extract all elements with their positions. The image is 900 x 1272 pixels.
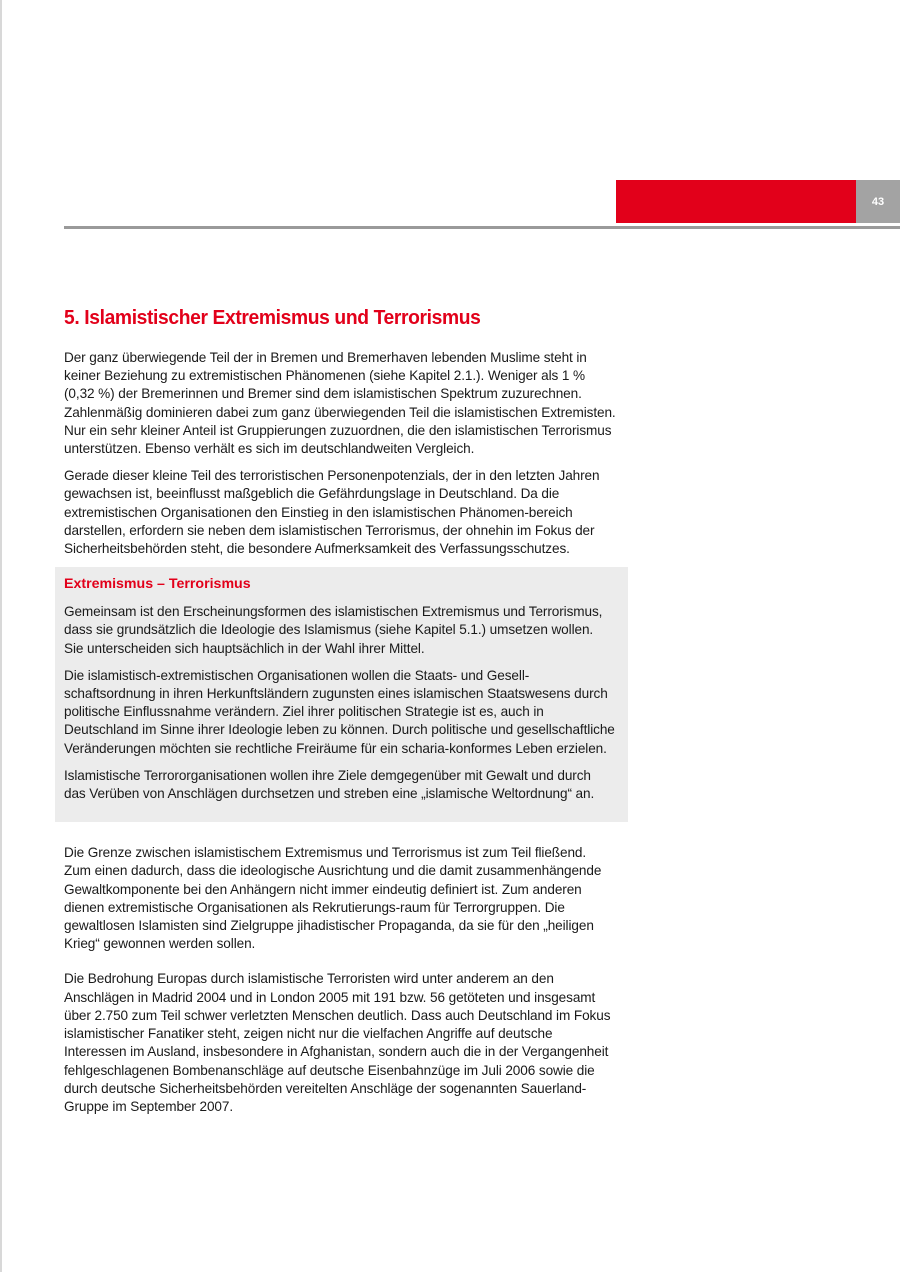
page-number: 43 (856, 180, 900, 223)
closing-paragraph-2: Die Bedrohung Europas durch islamistische Terroristen wird unter anderem an den Anschlägen in Madrid 2004 und in London 2005 mit 191 bzw. 56 getöteten und insgesamt über 2.750 zum Teil schwer verletzten Menschen deutlich. Dass auch Deutschland im Fokus islamistischer Fanatiker steht, zeigen nicht nur die vielfachen Angriffe auf deutsche Interessen im Ausland, insbesondere in Afghanistan, sondern auch die in der Vergangenheit fehlgeschlagenen Bombenanschläge auf deutsche Eisenbahnzüge im Juli 2006 sowie die durch deutsche Sicherheitsbehörden vereitelten Anschläge der sogenannten Sauerland-Gruppe im September 2007. (64, 971, 611, 1114)
closing-paragraph-1: Die Grenze zwischen islamistischem Extremismus und Terrorismus ist zum Teil fließend. Zum einen dadurch, dass die ideologische Ausrichtung und die damit zusammenhängende Gewaltkomponente bei den Anhängern nicht immer eindeutig definiert ist. Zum anderen dienen extremistische Organisationen als Rekrutierungs-raum für Terrorgruppen. Die gewaltlosen Islamisten sind Zielgruppe jihadistischer Propaganda, da sie für den „heiligen Krieg“ gewonnen werden sollen. (64, 845, 602, 952)
header-accent-bar (616, 180, 856, 223)
intro-paragraph-2: Gerade dieser kleine Teil des terroristischen Personenpotenzials, der in den letzten Jahren gewachsen ist, beeinflusst maßgeblich die Gefährdungslage in Deutschland. Da die extremistischen Organisationen den Einstieg in den islamistischen Phänomen-bereich darstellen, erfordern sie neben dem islamistischen Terrorismus, der ohnehin im Fokus der Sicherheitsbehörden steht, die besondere Aufmerksamkeit des Verfassungsschutzes. (64, 468, 600, 557)
infobox-paragraph-3: Islamistische Terrororganisationen wollen ihre Ziele demgegenüber mit Gewalt und durch das Verüben von Anschlägen durchsetzen und streben eine „islamische Weltordnung“ an. (64, 767, 595, 802)
infobox-paragraph-1: Gemeinsam ist den Erscheinungsformen des islamistischen Extremismus und Terrorismus, dass sie grundsätzlich die Ideologie des Islamismus (siehe Kapitel 5.1.) umsetzen wollen. Sie unterscheiden sich hauptsächlich in der Wahl ihrer Mittel. (64, 604, 603, 656)
infobox-title: Extremismus – Terrorismus (64, 576, 251, 593)
section-title: 5. Islamistischer Extremismus und Terrorismus (64, 306, 481, 329)
page-left-edge (0, 0, 2, 1272)
header-rule (64, 226, 900, 229)
main-content (64, 304, 616, 1125)
intro-paragraph-1: Der ganz überwiegende Teil der in Bremen und Bremerhaven lebenden Muslime steht in keiner Beziehung zu extremistischen Phänomenen (siehe Kapitel 2.1.). Weniger als 1 % (0,32 %) der Bremerinnen und Bremer sind dem islamistischen Spektrum zuzurechnen. Zahlenmäßig dominieren dabei zum ganz überwiegenden Teil die islamistischen Extremisten. Nur ein sehr kleiner Anteil ist Gruppierungen zuzuordnen, die den islamistischen Terrorismus unterstützen. Ebenso verhält es sich im deutschlandweiten Vergleich. (64, 350, 616, 457)
infobox-paragraph-2: Die islamistisch-extremistischen Organisationen wollen die Staats- und Gesell-schaftsordnung in ihren Herkunftsländern zugunsten eines islamischen Staatswesens durch politische Einflussnahme verändern. Ziel ihrer politischen Strategie ist es, auch in Deutschland im Sinne ihrer Ideologie leben zu können. Durch politische und gesellschaftliche Veränderungen möchten sie rechtliche Freiräume für ein scharia-konformes Leben erzielen. (64, 667, 615, 756)
infobox-extremism-terrorism (55, 567, 628, 822)
